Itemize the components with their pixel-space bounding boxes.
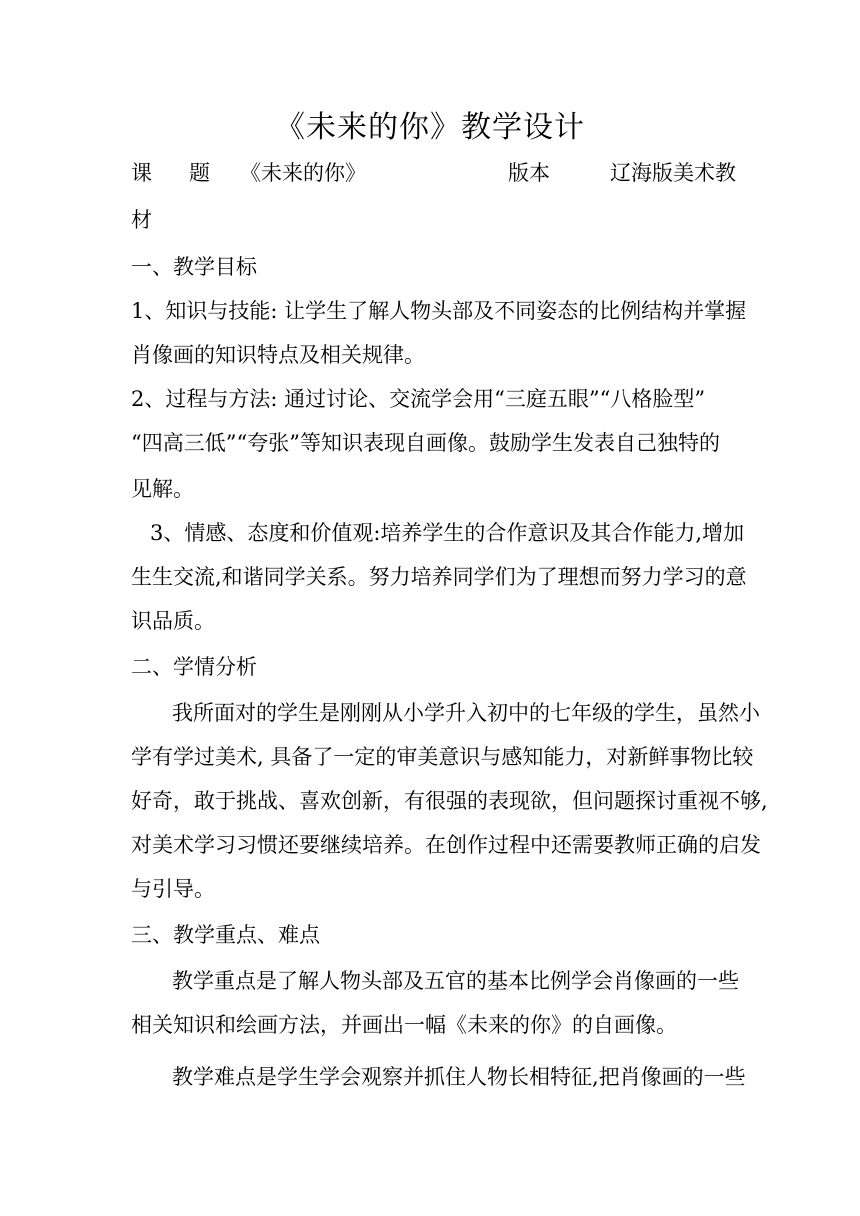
key-point-line-2: 相关知识和绘画方法，并画出一幅《未来的你》的自画像。 — [131, 1013, 677, 1037]
objective-1-line-2: 肖像画的知识特点及相关规律。 — [131, 343, 425, 367]
course-label-char-2: 题 — [189, 161, 210, 185]
objective-2-line-1: 2、过程与方法: 通过讨论、交流学会用“三庭五眼”“八格脸型” — [131, 387, 706, 411]
course-label-char-1: 课 — [131, 161, 152, 185]
objective-1-line-1: 1、知识与技能: 让学生了解人物头部及不同姿态的比例结构并掌握 — [131, 299, 747, 323]
key-point-line-1: 教学重点是了解人物头部及五官的基本比例学会肖像画的一些 — [172, 969, 739, 993]
analysis-line-5: 与引导。 — [131, 877, 215, 901]
objective-3-line-3: 识品质。 — [131, 609, 215, 633]
objective-2-line-3: 见解。 — [131, 477, 194, 501]
analysis-line-3: 好奇，敢于挑战、喜欢创新，有很强的表现欲，但问题探讨重视不够, — [131, 789, 768, 813]
objective-3-line-2: 生生交流,和谐同学关系。努力培养同学们为了理想而努力学习的意 — [131, 565, 747, 589]
document-title: 《未来的你》教学设计 — [275, 110, 585, 145]
objective-2-line-2: “四高三低”“夸张”等知识表现自画像。鼓励学生发表自己独特的 — [131, 431, 720, 455]
analysis-line-4: 对美术学习习惯还要继续培养。在创作过程中还需要教师正确的启发 — [131, 833, 761, 857]
version-value: 辽海版美术教 — [610, 161, 736, 185]
version-label: 版本 — [508, 161, 550, 185]
version-value-continued: 材 — [131, 208, 152, 232]
course-title-value: 《未来的你》 — [240, 161, 366, 185]
analysis-line-1: 我所面对的学生是刚刚从小学升入初中的七年级的学生，虽然小 — [172, 701, 760, 725]
objective-3-line-1: 3、情感、态度和价值观:培养学生的合作意识及其合作能力,增加 — [150, 521, 745, 545]
course-info-row — [0, 158, 860, 188]
analysis-line-2: 学有学过美术, 具备了一定的审美意识与感知能力，对新鲜事物比较 — [131, 745, 754, 769]
difficulty-line-1: 教学难点是学生学会观察并抓住人物长相特征,把肖像画的一些 — [172, 1065, 746, 1089]
section-heading-key-points: 三、教学重点、难点 — [131, 923, 320, 947]
section-heading-analysis: 二、学情分析 — [131, 655, 257, 679]
section-heading-objectives: 一、教学目标 — [131, 255, 257, 279]
